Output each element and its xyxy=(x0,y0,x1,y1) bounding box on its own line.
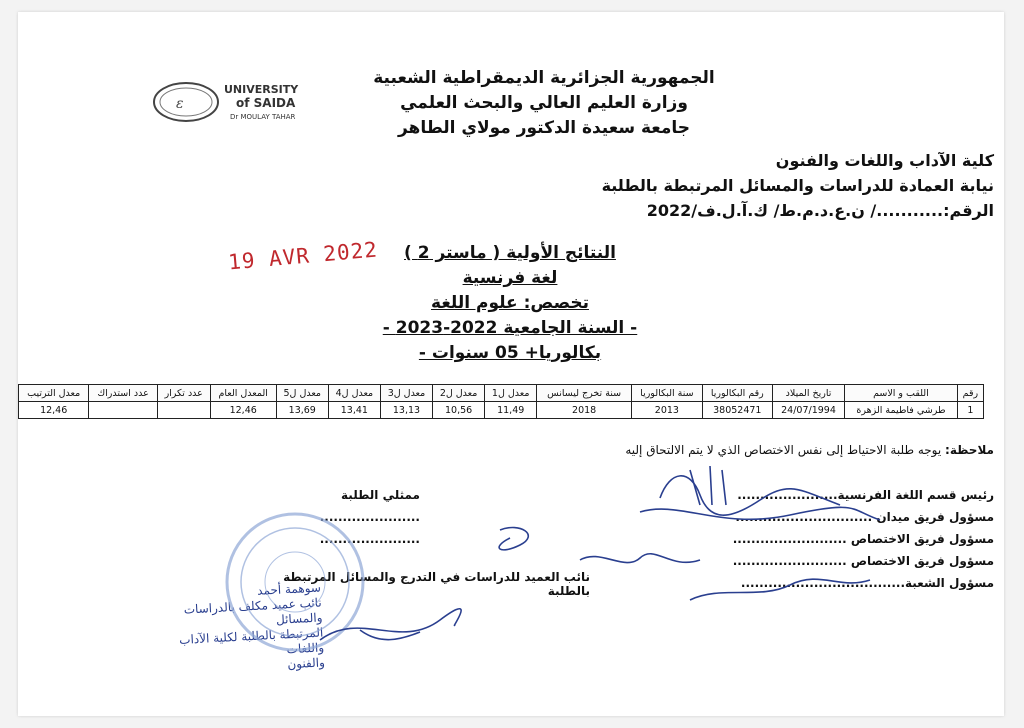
table-cell: 24/07/1994 xyxy=(772,402,844,419)
column-header: رقم xyxy=(957,385,983,402)
title-line-3: تخصص: علوم اللغة xyxy=(431,293,589,313)
republic-name: الجمهورية الجزائرية الديمقراطية الشعبية xyxy=(373,68,715,88)
table-cell: طرشي فاطيمة الزهرة xyxy=(845,402,958,419)
reps-line-2: ...................... xyxy=(319,532,420,546)
column-header: معدل ل2 xyxy=(433,385,485,402)
column-header: معدل ل1 xyxy=(485,385,537,402)
column-header: سنة تخرج ليسانس xyxy=(537,385,632,402)
column-header: معدل ل3 xyxy=(380,385,432,402)
column-header: معدل الترتيب xyxy=(19,385,89,402)
title-line-4: - السنة الجامعية 2022-2023 - xyxy=(382,318,638,338)
handwritten-signature-block xyxy=(146,580,325,679)
column-header: سنة البكالوريا xyxy=(632,385,703,402)
reps-line-1: ...................... xyxy=(319,510,420,524)
official-header xyxy=(364,66,724,141)
university-name: جامعة سعيدة الدكتور مولاي الطاهر xyxy=(397,118,691,138)
faculty-name: كلية الآداب واللغات والفنون xyxy=(775,151,994,170)
reference-number: الرقم:.........../ ن.ع.د.م.ط/ ك.آ.ل.ف/2022 xyxy=(646,201,994,220)
table-cell xyxy=(157,402,210,419)
title-line-5: بكالوريا+ 05 سنوات - xyxy=(418,343,602,363)
table-cell: 2013 xyxy=(632,402,703,419)
column-header: اللقب و الاسم xyxy=(845,385,958,402)
table-cell: 12,46 xyxy=(210,402,276,419)
document-title xyxy=(300,241,720,366)
table-cell xyxy=(89,402,157,419)
column-header: رقم البكالوريا xyxy=(702,385,772,402)
column-header: عدد استدراك xyxy=(89,385,157,402)
column-header: معدل ل4 xyxy=(328,385,380,402)
student-representatives xyxy=(300,484,420,550)
note-text: يوجه طلبة الاحتياط إلى نفس الاختصاص الذي لا يتم الالتحاق إليه xyxy=(625,443,946,457)
svg-text:ε: ε xyxy=(176,96,184,112)
field-team-line: مسؤول فريق ميدان .............................. xyxy=(735,510,994,524)
table-body xyxy=(19,402,984,419)
signers-list xyxy=(664,484,994,594)
vice-deanship: نيابة العمادة للدراسات والمسائل المرتبطة بالطلبة xyxy=(601,176,994,195)
column-header: تاريخ الميلاد xyxy=(772,385,844,402)
table-cell: 13,69 xyxy=(276,402,328,419)
spec-team-line-1: مسؤول فريق الاختصاص ......................... xyxy=(732,532,994,546)
branch-head-line: مسؤول الشعبة.................................... xyxy=(740,576,994,590)
dept-head-line: رئيس قسم اللغة الفرنسية...................... xyxy=(737,488,994,502)
deputy-dean-title: نائب العميد للدراسات في التدرج والمسائل المرتبطة بالطلبة xyxy=(283,570,590,598)
table-cell: 11,49 xyxy=(485,402,537,419)
handwritten-line-2: المرتبطة بالطلبة لكلية الآداب واللغات xyxy=(178,625,325,657)
table-cell: 2018 xyxy=(537,402,632,419)
note xyxy=(294,443,994,457)
table-cell: 12,46 xyxy=(19,402,89,419)
table-row xyxy=(19,402,984,419)
note-label: ملاحظة: xyxy=(945,443,994,457)
table-header-row xyxy=(19,385,984,402)
ministry-name: وزارة العليم العالي والبحث العلمي xyxy=(400,93,688,113)
logo-line2: of SAIDA xyxy=(236,96,296,110)
column-header: عدد تكرار xyxy=(157,385,210,402)
university-logo xyxy=(152,80,320,124)
logo-line3: Dr MOULAY TAHAR xyxy=(230,113,296,121)
faculty-header xyxy=(434,148,994,223)
column-header: معدل ل5 xyxy=(276,385,328,402)
table-cell: 38052471 xyxy=(702,402,772,419)
handwritten-line-3: والفنون xyxy=(287,655,326,672)
date-stamp: 19 AVR 2022 xyxy=(227,237,379,275)
table-cell: 13,41 xyxy=(328,402,380,419)
results-table xyxy=(18,384,984,419)
table-cell: 13,13 xyxy=(380,402,432,419)
table-cell: 10,56 xyxy=(433,402,485,419)
title-line-2: لغة فرنسية xyxy=(462,268,558,288)
reps-title: ممثلي الطلبة xyxy=(341,488,420,502)
handwritten-name: سوهمة أحمد xyxy=(256,580,322,598)
logo-line1: UNIVERSITY xyxy=(224,83,299,96)
table-cell: 1 xyxy=(957,402,983,419)
handwritten-line-1: نائب عميد مكلف بالدراسات والمسائل xyxy=(183,595,323,627)
spec-team-line-2: مسؤول فريق الاختصاص ......................... xyxy=(732,554,994,568)
title-line-1: النتائج الأولية ( ماستر 2 ) xyxy=(404,243,616,263)
column-header: المعدل العام xyxy=(210,385,276,402)
